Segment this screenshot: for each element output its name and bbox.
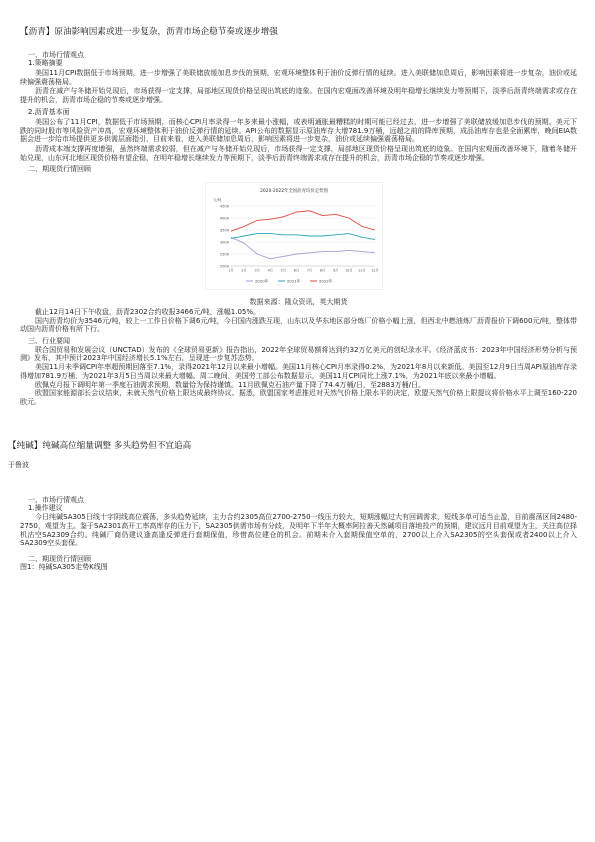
y-tick-label: 4000 bbox=[219, 216, 229, 221]
fundamentals-heading: 2.沥青基本面 bbox=[28, 108, 70, 117]
x-tick-label: 11月 bbox=[358, 268, 366, 273]
x-tick-label: 5月 bbox=[280, 268, 287, 273]
fundamentals-paragraph: 沥青成本端支撑再度增强，虽然终端需求较弱，但在减产与冬储开始兑现后，市场获得一定支撑，局部地区现货价格呈现出筑底的迹象。在国内宏观面改善环境下，随着冬储开始兑现，山东河北地区现货价格有望企稳，在明年稳增长继续发力等预期下，淡季后沥青终端需求或存在提升的机会，沥青市场企稳的节奏或逐步增强。 bbox=[20, 145, 577, 162]
industry-news-paragraph: 欧盟国家能源部长会议结束，未就天然气价格上限达成最终协议。据悉，欧盟国家考虑推迟对天然气价格上限水平的决定，欧盟天然气价格上限提议将价格水平上调至160-220欧元。 bbox=[20, 389, 577, 406]
strategy-summary-paragraph: 沥青在减产与冬储开始兑现后，市场获得一定支撑，局部地区现货价格呈现出筑底的迹象。在国内宏观面改善环境及明年稳增长继续发力等预期下，淡季后沥青终端需求或存在提升的机会，沥青市场企稳的节奏或逐步增强。 bbox=[20, 87, 577, 105]
industry-news-heading: 三、行业要闻 bbox=[28, 336, 70, 345]
asphalt-report bbox=[20, 28, 577, 407]
asphalt-price-chart-figure bbox=[205, 182, 383, 290]
x-tick-label: 1月 bbox=[228, 268, 234, 273]
y-tick-label: 2000 bbox=[219, 264, 229, 269]
trading-advice-paragraph: 今日纯碱SA305日线十字阴线高位震荡，多头趋势延续，主力合约2305高位2700-2750一线压力较大，短期涨幅过大有回调需求，短线多单可适当止盈，目前震荡区间2480-2750，观望为主。鉴于SA2301高开工率高库存的压力下，SA2305供需市场有分歧，及明年下半年大概率阿拉善天然碱项目落地投产的预期，建议远月目前观望为主，关注高位择机沽空SA2309合约。纯碱厂商仍建议逢高逢反弹进行套期保值，珍惜高位建仓的机会。前期未介入套期保值空单的，2700以上介入SA2305的空头套保或者2400以上介入SA2309空头套保。 bbox=[20, 513, 577, 548]
x-tick-label: 7月 bbox=[306, 268, 313, 273]
market-review-paragraph: 国内沥青均价为3546元/吨，较上一工作日价格下调6元/吨，今日国内涨跌互现，山东以及华东地区部分炼厂价格小幅上涨，但西北中燃油炼厂沥青报价下调600元/吨，整体带动国内沥青价格有所下行。 bbox=[20, 316, 577, 334]
strategy-summary-paragraph: 美国11月CPI数据低于市场预期，进一步增强了美联储放缓加息步伐的预期，宏观环境整体利于油价反弹行情的延续。进入美联储加息周后，影响因素将进一步复杂，油价或延续偏强震荡格局。 bbox=[20, 68, 577, 86]
x-tick-label: 10月 bbox=[345, 268, 353, 273]
industry-news-paragraph: 美国11月未季调CPI年率超预期回落至7.1%，录得2021年12月以来最小增幅。美国11月核心CPI月率录得0.2%，为2021年8月以来新低。美国至12月9日当周API原油库存录得增加781.9万桶，为2021年3月5日当周以来最大增幅。周二晚间，美国劳工部公布数据显示，美国11月CPI同比上涨7.1%，为2021年底以来最小增幅。 bbox=[20, 363, 577, 380]
soda-ash-report-title: 【纯碱】纯碱高位缩量调整 多头趋势但不宜追高 bbox=[8, 440, 192, 451]
asphalt-market-review-heading: 二、期现货行情回顾 bbox=[28, 164, 91, 173]
strategy-summary-heading: 1.策略摘要 bbox=[28, 59, 63, 68]
asphalt-report-title: 【沥青】原油影响因素或进一步复杂，沥青市场企稳节奏或逐步增强 bbox=[20, 26, 278, 37]
legend-label: 2022年 bbox=[319, 278, 333, 284]
soda-market-review-heading: 二、期现货行情回顾 bbox=[28, 554, 91, 563]
fundamentals-paragraph: 美国公布了11月CPI，数据低于市场预期，而核心CPI月率录得一年多来最小涨幅，或表明通胀最糟糕的时期可能已经过去，进一步增强了美联储放缓加息步伐的预期。美元下跌的同时股市等风险资产冲高，宏观环境整体利于油价反弹行情的延续。API公布的数据显示原油库存大增781.9万桶，远超之前的降库预期，成品油库存也是全面累库，晚间EIA数据会进一步给市场提供更多供需层面指引，目前来看，进入美联储加息周后，影响因素将进一步复杂，油价或延续偏强震荡格局。 bbox=[20, 117, 577, 144]
y-axis-unit-label: 元/吨 bbox=[213, 198, 222, 203]
soda-ash-report bbox=[8, 440, 577, 573]
industry-news-paragraph: 欧佩克月报下调明年第一季度石油需求预期，数量恰为保持谨慎。11月欧佩克石油产量下降了74.4万桶/日，至2883万桶/日。 bbox=[35, 380, 426, 389]
asphalt-market-views-heading: 一、市场行情观点 bbox=[28, 50, 84, 59]
chart-title: 2020-2022年全国沥青均价走势图 bbox=[260, 189, 328, 195]
asphalt-price-chart bbox=[205, 182, 383, 290]
figure-caption: 图1：纯碱SA305走势K线图 bbox=[20, 563, 108, 572]
author-name: 于鲁波 bbox=[8, 460, 29, 469]
x-tick-label: 6月 bbox=[293, 268, 300, 273]
soda-market-views-heading: 一、市场行情观点 bbox=[28, 495, 84, 504]
x-tick-label: 8月 bbox=[319, 268, 326, 273]
x-tick-label: 3月 bbox=[254, 268, 260, 273]
legend-label: 2021年 bbox=[287, 278, 301, 284]
trading-advice-heading: 1.操作建议 bbox=[28, 504, 63, 513]
y-tick-label: 3500 bbox=[219, 228, 229, 233]
chart-source-caption: 数据来源：隆众资讯，英大期货 bbox=[249, 297, 348, 306]
y-tick-label: 2500 bbox=[219, 252, 229, 257]
x-tick-label: 9月 bbox=[333, 268, 339, 273]
y-tick-label: 4500 bbox=[219, 204, 229, 209]
y-tick-label: 3000 bbox=[219, 240, 229, 245]
x-tick-label: 4月 bbox=[267, 268, 273, 273]
x-tick-label: 2月 bbox=[241, 268, 247, 273]
market-review-paragraph: 截止12月14日下午收盘，沥青2302合约收报3466元/吨，涨幅1.05%。 bbox=[35, 307, 261, 316]
x-tick-label: 12月 bbox=[371, 268, 379, 273]
report-body bbox=[8, 0, 577, 572]
legend-label: 2020年 bbox=[255, 278, 269, 284]
industry-news-paragraph: 联合国贸易和发展会议（UNCTAD）发布的《全球贸易更新》报告指出，2022年全球贸易额将达到约32万亿美元的创纪录水平。《经济蓝皮书：2023年中国经济形势分析与预测》发布，其中预计2023年中国经济增长5.1%左右，呈现进一步复苏态势。 bbox=[20, 345, 577, 363]
